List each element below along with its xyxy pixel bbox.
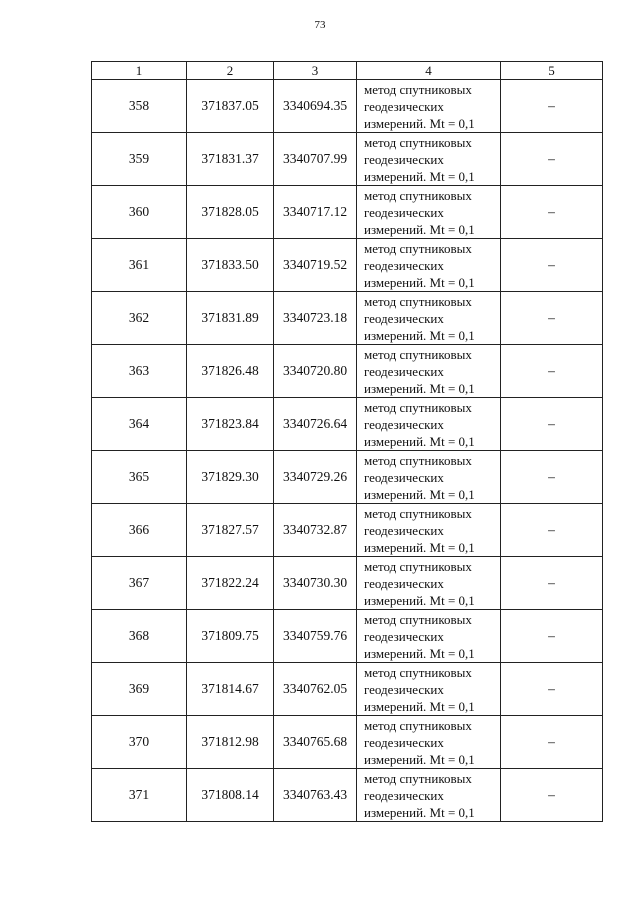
table-row — [92, 716, 603, 769]
y-coordinate-cell: 3340726.64 — [274, 398, 357, 451]
table-row — [92, 239, 603, 292]
x-coordinate-cell: 371827.57 — [187, 504, 274, 557]
y-coordinate-cell: 3340763.43 — [274, 769, 357, 822]
method-line-3: измерений. Mt = 0,1 — [364, 380, 475, 396]
x-coordinate-cell: 371831.89 — [187, 292, 274, 345]
table-row — [92, 80, 603, 133]
method-line-1: метод спутниковых — [364, 399, 472, 415]
method-line-1: метод спутниковых — [364, 770, 472, 786]
coordinates-table — [91, 61, 603, 822]
method-line-1: метод спутниковых — [364, 293, 472, 309]
method-line-2: геодезических — [364, 628, 444, 644]
note-cell: – — [501, 292, 603, 345]
method-line-2: геодезических — [364, 310, 444, 326]
table-header-row — [92, 62, 603, 80]
method-line-1: метод спутниковых — [364, 187, 472, 203]
x-coordinate-cell: 371837.05 — [187, 80, 274, 133]
method-line-3: измерений. Mt = 0,1 — [364, 804, 475, 820]
note-cell: – — [501, 239, 603, 292]
column-header-5: 5 — [501, 62, 603, 80]
method-cell — [357, 345, 501, 398]
method-line-3: измерений. Mt = 0,1 — [364, 168, 475, 184]
method-line-2: геодезических — [364, 416, 444, 432]
point-number-cell: 369 — [92, 663, 187, 716]
point-number-cell: 362 — [92, 292, 187, 345]
y-coordinate-cell: 3340694.35 — [274, 80, 357, 133]
note-cell: – — [501, 610, 603, 663]
method-line-3: измерений. Mt = 0,1 — [364, 539, 475, 555]
method-line-3: измерений. Mt = 0,1 — [364, 221, 475, 237]
table-row — [92, 504, 603, 557]
point-number-cell: 361 — [92, 239, 187, 292]
method-line-2: геодезических — [364, 151, 444, 167]
method-line-2: геодезических — [364, 469, 444, 485]
method-cell — [357, 80, 501, 133]
column-header-3: 3 — [274, 62, 357, 80]
x-coordinate-cell: 371809.75 — [187, 610, 274, 663]
method-line-2: геодезических — [364, 575, 444, 591]
note-cell: – — [501, 504, 603, 557]
y-coordinate-cell: 3340717.12 — [274, 186, 357, 239]
method-line-1: метод спутниковых — [364, 134, 472, 150]
y-coordinate-cell: 3340719.52 — [274, 239, 357, 292]
method-line-1: метод спутниковых — [364, 717, 472, 733]
method-line-1: метод спутниковых — [364, 664, 472, 680]
y-coordinate-cell: 3340732.87 — [274, 504, 357, 557]
method-line-3: измерений. Mt = 0,1 — [364, 698, 475, 714]
note-cell: – — [501, 769, 603, 822]
method-line-1: метод спутниковых — [364, 346, 472, 362]
note-cell: – — [501, 716, 603, 769]
table-row — [92, 451, 603, 504]
method-cell — [357, 292, 501, 345]
y-coordinate-cell: 3340720.80 — [274, 345, 357, 398]
method-line-3: измерений. Mt = 0,1 — [364, 751, 475, 767]
x-coordinate-cell: 371833.50 — [187, 239, 274, 292]
y-coordinate-cell: 3340723.18 — [274, 292, 357, 345]
column-header-4: 4 — [357, 62, 501, 80]
column-header-1: 1 — [92, 62, 187, 80]
point-number-cell: 370 — [92, 716, 187, 769]
method-line-2: геодезических — [364, 734, 444, 750]
method-line-3: измерений. Mt = 0,1 — [364, 433, 475, 449]
method-line-1: метод спутниковых — [364, 81, 472, 97]
note-cell: – — [501, 451, 603, 504]
method-line-3: измерений. Mt = 0,1 — [364, 486, 475, 502]
page-number: 73 — [314, 19, 326, 31]
y-coordinate-cell: 3340707.99 — [274, 133, 357, 186]
x-coordinate-cell: 371831.37 — [187, 133, 274, 186]
table-body — [92, 80, 603, 822]
note-cell: – — [501, 398, 603, 451]
point-number-cell: 359 — [92, 133, 187, 186]
note-cell: – — [501, 80, 603, 133]
note-cell: – — [501, 133, 603, 186]
table-row — [92, 345, 603, 398]
method-line-2: геодезических — [364, 522, 444, 538]
note-cell: – — [501, 186, 603, 239]
y-coordinate-cell: 3340762.05 — [274, 663, 357, 716]
table-row — [92, 186, 603, 239]
method-cell — [357, 610, 501, 663]
method-cell — [357, 504, 501, 557]
method-cell — [357, 557, 501, 610]
table-row — [92, 769, 603, 822]
method-line-2: геодезических — [364, 363, 444, 379]
x-coordinate-cell: 371823.84 — [187, 398, 274, 451]
y-coordinate-cell: 3340759.76 — [274, 610, 357, 663]
method-line-2: геодезических — [364, 98, 444, 114]
point-number-cell: 371 — [92, 769, 187, 822]
method-cell — [357, 716, 501, 769]
column-header-2: 2 — [187, 62, 274, 80]
method-line-2: геодезических — [364, 204, 444, 220]
y-coordinate-cell: 3340729.26 — [274, 451, 357, 504]
method-line-2: геодезических — [364, 681, 444, 697]
table-row — [92, 610, 603, 663]
x-coordinate-cell: 371828.05 — [187, 186, 274, 239]
point-number-cell: 364 — [92, 398, 187, 451]
method-line-1: метод спутниковых — [364, 240, 472, 256]
table-row — [92, 292, 603, 345]
x-coordinate-cell: 371826.48 — [187, 345, 274, 398]
method-line-2: геодезических — [364, 257, 444, 273]
point-number-cell: 363 — [92, 345, 187, 398]
method-line-3: измерений. Mt = 0,1 — [364, 115, 475, 131]
method-line-3: измерений. Mt = 0,1 — [364, 327, 475, 343]
y-coordinate-cell: 3340765.68 — [274, 716, 357, 769]
method-line-1: метод спутниковых — [364, 558, 472, 574]
table-row — [92, 663, 603, 716]
y-coordinate-cell: 3340730.30 — [274, 557, 357, 610]
method-line-3: измерений. Mt = 0,1 — [364, 592, 475, 608]
method-cell — [357, 133, 501, 186]
method-cell — [357, 186, 501, 239]
table-row — [92, 557, 603, 610]
method-line-1: метод спутниковых — [364, 452, 472, 468]
point-number-cell: 368 — [92, 610, 187, 663]
method-cell — [357, 769, 501, 822]
note-cell: – — [501, 663, 603, 716]
method-line-2: геодезических — [364, 787, 444, 803]
table-row — [92, 398, 603, 451]
point-number-cell: 367 — [92, 557, 187, 610]
note-cell: – — [501, 557, 603, 610]
method-line-1: метод спутниковых — [364, 505, 472, 521]
x-coordinate-cell: 371814.67 — [187, 663, 274, 716]
note-cell: – — [501, 345, 603, 398]
point-number-cell: 358 — [92, 80, 187, 133]
point-number-cell: 365 — [92, 451, 187, 504]
method-cell — [357, 451, 501, 504]
point-number-cell: 360 — [92, 186, 187, 239]
method-cell — [357, 398, 501, 451]
x-coordinate-cell: 371822.24 — [187, 557, 274, 610]
method-cell — [357, 239, 501, 292]
method-line-1: метод спутниковых — [364, 611, 472, 627]
point-number-cell: 366 — [92, 504, 187, 557]
x-coordinate-cell: 371808.14 — [187, 769, 274, 822]
table-row — [92, 133, 603, 186]
method-line-3: измерений. Mt = 0,1 — [364, 274, 475, 290]
method-line-3: измерений. Mt = 0,1 — [364, 645, 475, 661]
method-cell — [357, 663, 501, 716]
x-coordinate-cell: 371829.30 — [187, 451, 274, 504]
x-coordinate-cell: 371812.98 — [187, 716, 274, 769]
